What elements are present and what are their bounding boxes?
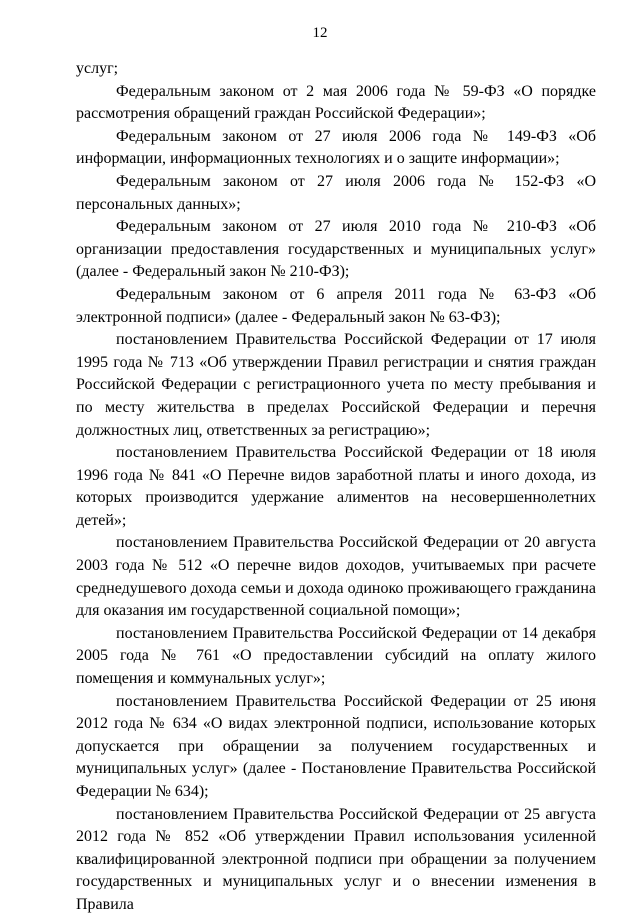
paragraph-law-149-fz: Федеральным законом от 27 июля 2006 года № 149-ФЗ «Об информации, информационных технологиях и о защите информации»; [76, 127, 596, 168]
document-body [76, 58, 596, 917]
paragraph-continuation: услуг; [76, 60, 119, 77]
paragraph-decree-841: постановлением Правительства Российской Федерации от 18 июля 1996 года № 841 «О Перечне видов заработной платы и иного дохода, из которых производится удержание алиментов на несовершеннолетних детей»; [76, 444, 596, 529]
paragraph-law-59-fz: Федеральным законом от 2 мая 2006 года № 59-ФЗ «О порядке рассмотрения обращений граждан Российской Федерации»; [76, 82, 596, 123]
paragraph-decree-634: постановлением Правительства Российской Федерации от 25 июня 2012 года № 634 «О видах электронной подписи, использование которых допускается при обращении за получением государственных и муниципальных услуг» (далее - Постановление Правительства Российской Федерации № 634); [76, 692, 596, 800]
paragraph-law-152-fz: Федеральным законом от 27 июля 2006 года № 152-ФЗ «О персональных данных»; [76, 172, 596, 213]
paragraph-law-210-fz: Федеральным законом от 27 июля 2010 года № 210-ФЗ «Об организации предоставления государственных и муниципальных услуг» (далее - Федеральный закон № 210-ФЗ); [76, 218, 596, 281]
paragraph-law-63-fz: Федеральным законом от 6 апреля 2011 года № 63-ФЗ «Об электронной подписи» (далее - Федеральный закон № 63-ФЗ); [76, 285, 596, 326]
paragraph-decree-512: постановлением Правительства Российской Федерации от 20 августа 2003 года № 512 «О перечне видов доходов, учитываемых при расчете среднедушевого дохода семьи и дохода одиноко проживающего гражданина для оказания им государственной социальной помощи»; [76, 534, 596, 620]
paragraph-decree-852: постановлением Правительства Российской Федерации от 25 августа 2012 года № 852 «Об утверждении Правил использования усиленной квалифицированной электронной подписи при обращении за получением государственных и муниципальных услуг и о внесении изменения в Правила [76, 805, 596, 913]
paragraph-decree-713: постановлением Правительства Российской Федерации от 17 июля 1995 года № 713 «Об утверждении Правил регистрации и снятия граждан Российской Федерации с регистрационного учета по месту пребывания и по месту жительства в пределах Российской Федерации и перечня должностных лиц, ответственных за регистрацию»; [76, 331, 596, 439]
page-number: 12 [312, 25, 328, 41]
paragraph-decree-761: постановлением Правительства Российской Федерации от 14 декабря 2005 года № 761 «О предоставлении субсидий на оплату жилого помещения и коммунальных услуг»; [76, 624, 596, 688]
